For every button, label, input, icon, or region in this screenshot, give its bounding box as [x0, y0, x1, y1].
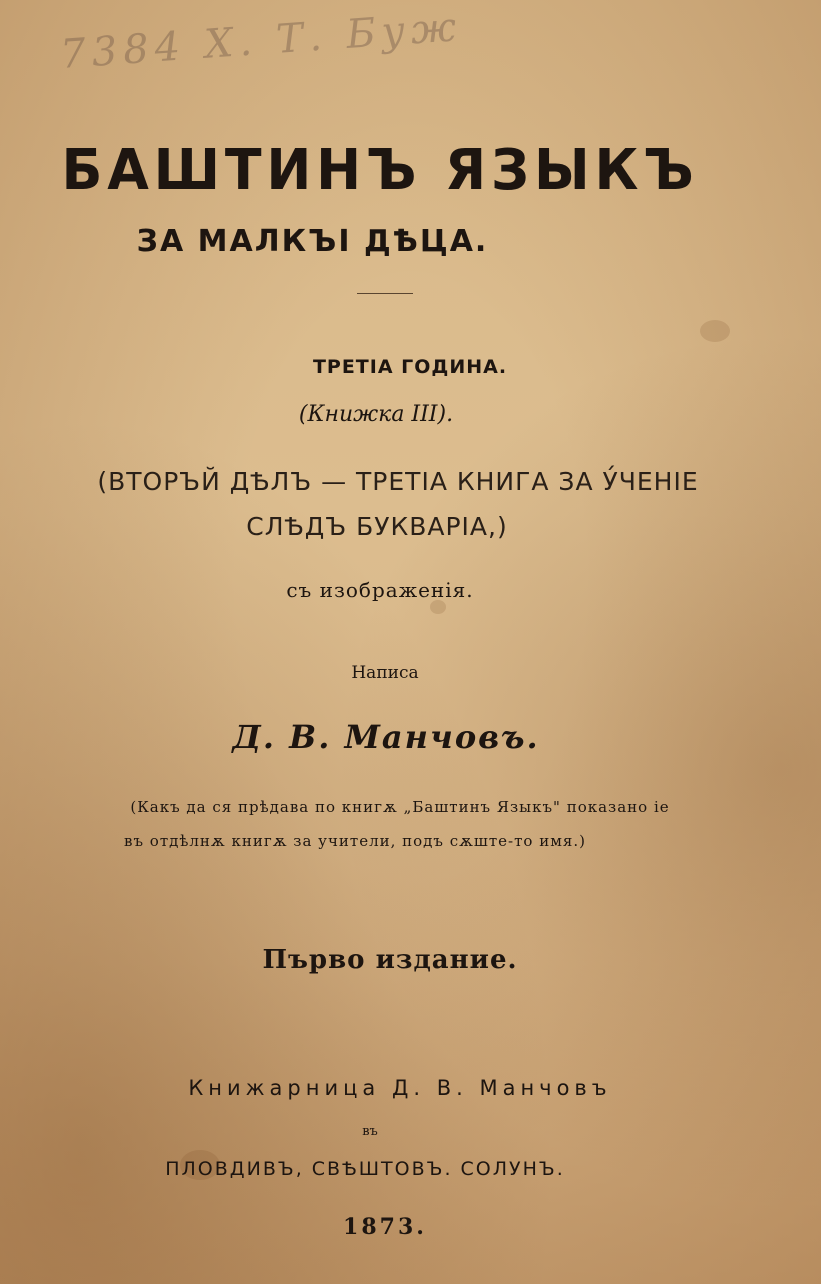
publication-year: 1873.	[343, 1214, 427, 1240]
teaching-note-line-2: въ отдѣлнѫ книгѫ за учители, подъ сѫште-то имя.)	[124, 832, 586, 850]
book-number: (Книжка III).	[298, 402, 454, 427]
edition-label: Първо издание.	[262, 945, 518, 975]
part-description-line-1: (ВТОРЪЙ ДѢЛЪ — ТРЕТІА КНИГА ЗА У́ЧЕНІЕ	[97, 467, 699, 496]
teaching-note-line-1: (Какъ да ся прѣдава по книгѫ „Баштинъ Языкъ" показано іе	[130, 798, 670, 816]
divider-rule	[357, 293, 413, 294]
publisher-preposition: въ	[362, 1124, 378, 1139]
publisher-name: Книжарница Д. В. Манчовъ	[188, 1076, 612, 1100]
year-line: ТРЕТІА ГОДИНА.	[312, 356, 508, 378]
book-subtitle: ЗА МАЛКЪІ ДѢЦА.	[136, 224, 489, 259]
part-description-line-2: СЛѢДЪ БУКВАРІА,)	[246, 512, 508, 541]
paper-stain	[430, 600, 446, 614]
paper-stain	[700, 320, 730, 342]
book-title: БАШТИНЪ ЯЗЫКЪ	[61, 138, 699, 203]
written-by-label: Написа	[351, 663, 419, 683]
author-name: Д. В. Манчовъ.	[232, 718, 540, 756]
publisher-cities: ПЛОВДИВЪ, СВѢШТОВЪ. СОЛУНЪ.	[165, 1158, 565, 1180]
illustrations-note: съ изображенія.	[286, 578, 474, 602]
handwritten-note: 7384 Х. Т. Буж	[58, 4, 464, 78]
